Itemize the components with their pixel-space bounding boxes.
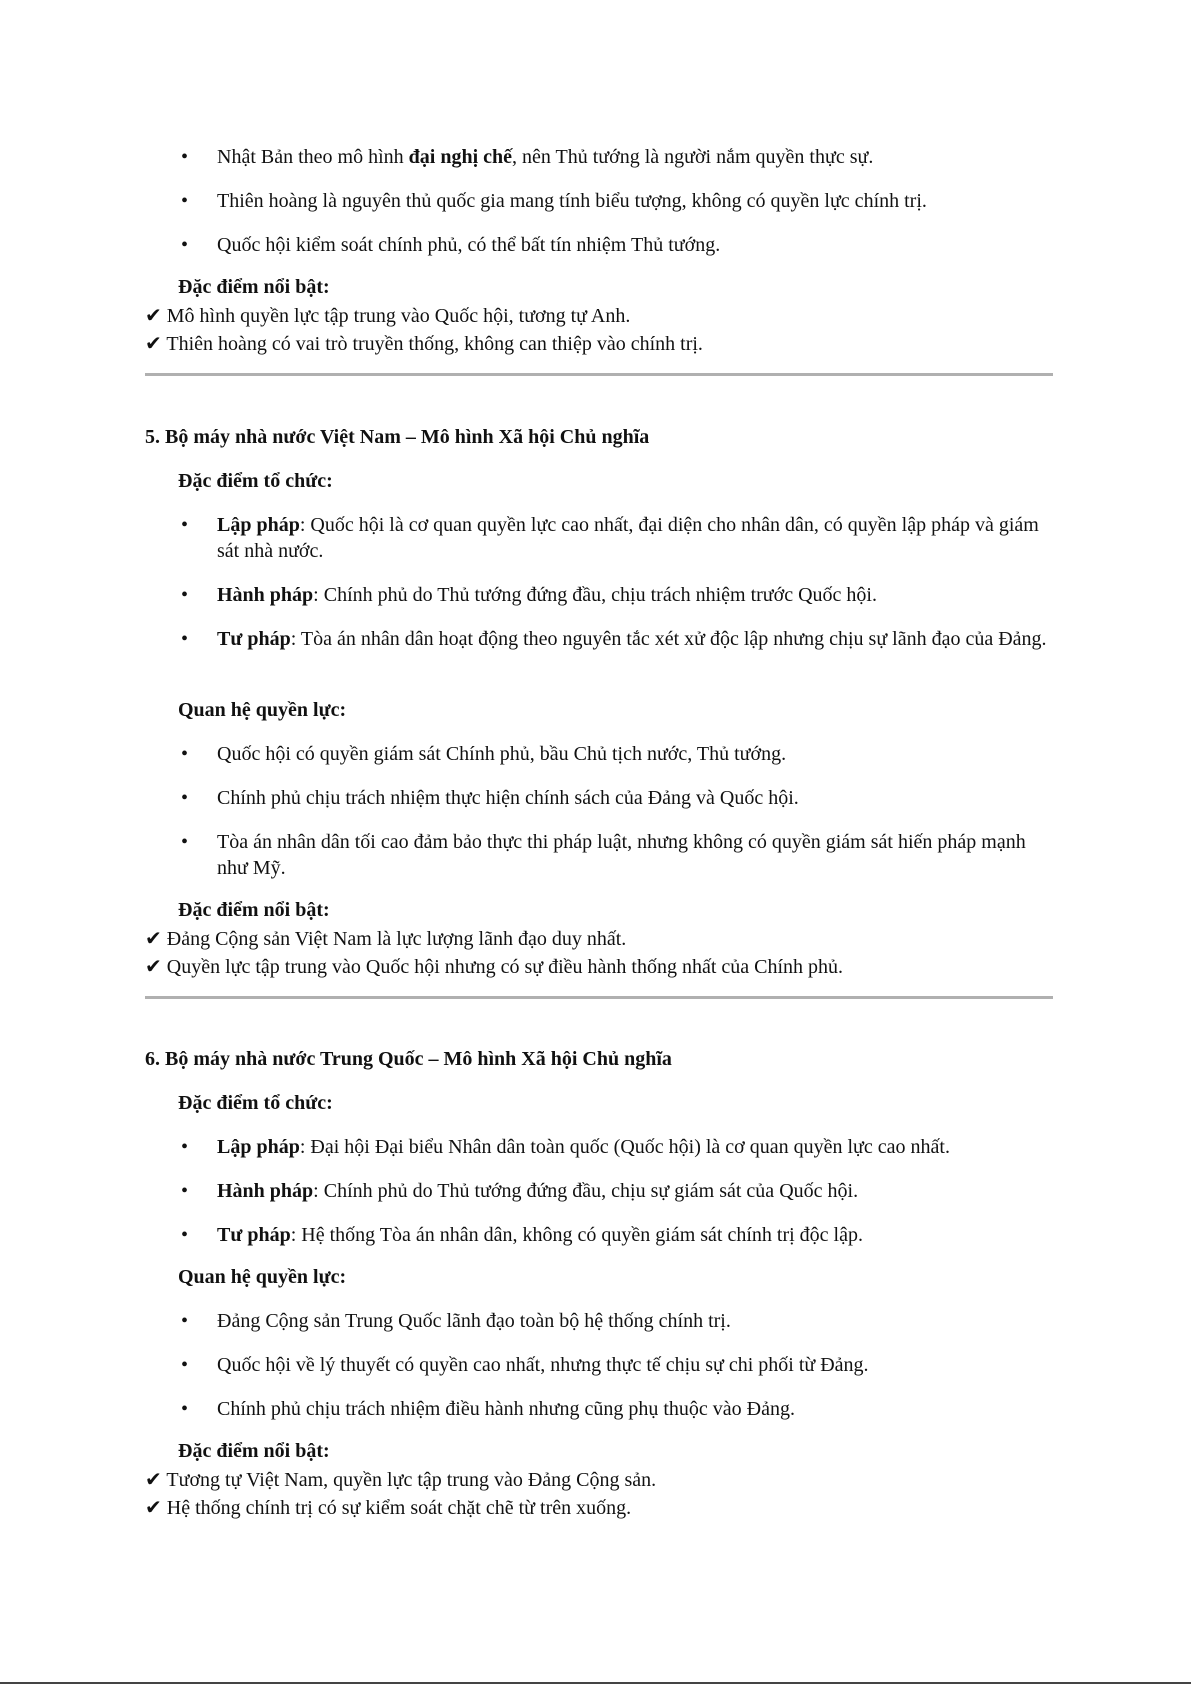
- list-item: • Tòa án nhân dân tối cao đảm bảo thực thi pháp luật, nhưng không có quyền giám sát hiến pháp mạnh như Mỹ.: [175, 829, 1055, 881]
- list-item: • Chính phủ chịu trách nhiệm điều hành nhưng cũng phụ thuộc vào Đảng.: [175, 1396, 1055, 1422]
- list-item: • Chính phủ chịu trách nhiệm thực hiện chính sách của Đảng và Quốc hội.: [175, 785, 1055, 811]
- japan-bullet-list: [175, 144, 1055, 258]
- list-item: • Tư pháp: Hệ thống Tòa án nhân dân, không có quyền giám sát chính trị độc lập.: [175, 1222, 1055, 1248]
- section5-highlight-1: ✔ Đảng Cộng sản Việt Nam là lực lượng lãnh đạo duy nhất.: [145, 928, 627, 950]
- section6-highlight-1: ✔ Tương tự Việt Nam, quyền lực tập trung vào Đảng Cộng sản.: [145, 1469, 657, 1491]
- section5-relations-title: Quan hệ quyền lực:: [178, 699, 347, 721]
- section4-highlights-title: Đặc điểm nổi bật:: [178, 276, 330, 298]
- list-item: • Hành pháp: Chính phủ do Thủ tướng đứng đầu, chịu sự giám sát của Quốc hội.: [175, 1178, 1055, 1204]
- section-divider: [145, 996, 1053, 999]
- section6-org-title: Đặc điểm tổ chức:: [178, 1092, 333, 1114]
- list-item: • Hành pháp: Chính phủ do Thủ tướng đứng đầu, chịu trách nhiệm trước Quốc hội.: [175, 582, 1055, 608]
- page-bottom-edge: [0, 1682, 1191, 1684]
- list-item: • Lập pháp: Quốc hội là cơ quan quyền lực cao nhất, đại diện cho nhân dân, có quyền lập pháp và giám sát nhà nước.: [175, 512, 1055, 564]
- list-item: • Quốc hội kiểm soát chính phủ, có thể bất tín nhiệm Thủ tướng.: [175, 232, 1055, 258]
- list-item: • Lập pháp: Đại hội Đại biểu Nhân dân toàn quốc (Quốc hội) là cơ quan quyền lực cao nhất.: [175, 1134, 1055, 1160]
- section5-relations-list: [175, 741, 1055, 881]
- list-item: • Thiên hoàng là nguyên thủ quốc gia mang tính biểu tượng, không có quyền lực chính trị.: [175, 188, 1055, 214]
- section4-highlight-1: ✔ Mô hình quyền lực tập trung vào Quốc hội, tương tự Anh.: [145, 305, 631, 327]
- list-item: • Tư pháp: Tòa án nhân dân hoạt động theo nguyên tắc xét xử độc lập nhưng chịu sự lãnh đạo của Đảng.: [175, 626, 1055, 652]
- section5-org-title: Đặc điểm tổ chức:: [178, 470, 333, 492]
- section5-title: 5. Bộ máy nhà nước Việt Nam – Mô hình Xã hội Chủ nghĩa: [145, 426, 650, 448]
- section5-highlight-2: ✔ Quyền lực tập trung vào Quốc hội nhưng có sự điều hành thống nhất của Chính phủ.: [145, 956, 844, 978]
- list-item: • Nhật Bản theo mô hình đại nghị chế, nên Thủ tướng là người nắm quyền thực sự.: [175, 144, 1055, 170]
- section4-highlight-2: ✔ Thiên hoàng có vai trò truyền thống, không can thiệp vào chính trị.: [145, 333, 703, 355]
- list-item: • Quốc hội có quyền giám sát Chính phủ, bầu Chủ tịch nước, Thủ tướng.: [175, 741, 1055, 767]
- section6-relations-list: [175, 1308, 1055, 1422]
- section6-highlights-title: Đặc điểm nổi bật:: [178, 1440, 330, 1462]
- section5-org-list: [175, 512, 1055, 652]
- list-item: • Quốc hội về lý thuyết có quyền cao nhất, nhưng thực tế chịu sự chi phối từ Đảng.: [175, 1352, 1055, 1378]
- section6-title: 6. Bộ máy nhà nước Trung Quốc – Mô hình Xã hội Chủ nghĩa: [145, 1048, 672, 1070]
- list-item: • Đảng Cộng sản Trung Quốc lãnh đạo toàn bộ hệ thống chính trị.: [175, 1308, 1055, 1334]
- section6-relations-title: Quan hệ quyền lực:: [178, 1266, 347, 1288]
- section-divider: [145, 373, 1053, 376]
- section6-highlight-2: ✔ Hệ thống chính trị có sự kiểm soát chặt chẽ từ trên xuống.: [145, 1497, 632, 1519]
- section6-org-list: [175, 1134, 1055, 1248]
- section5-highlights-title: Đặc điểm nổi bật:: [178, 899, 330, 921]
